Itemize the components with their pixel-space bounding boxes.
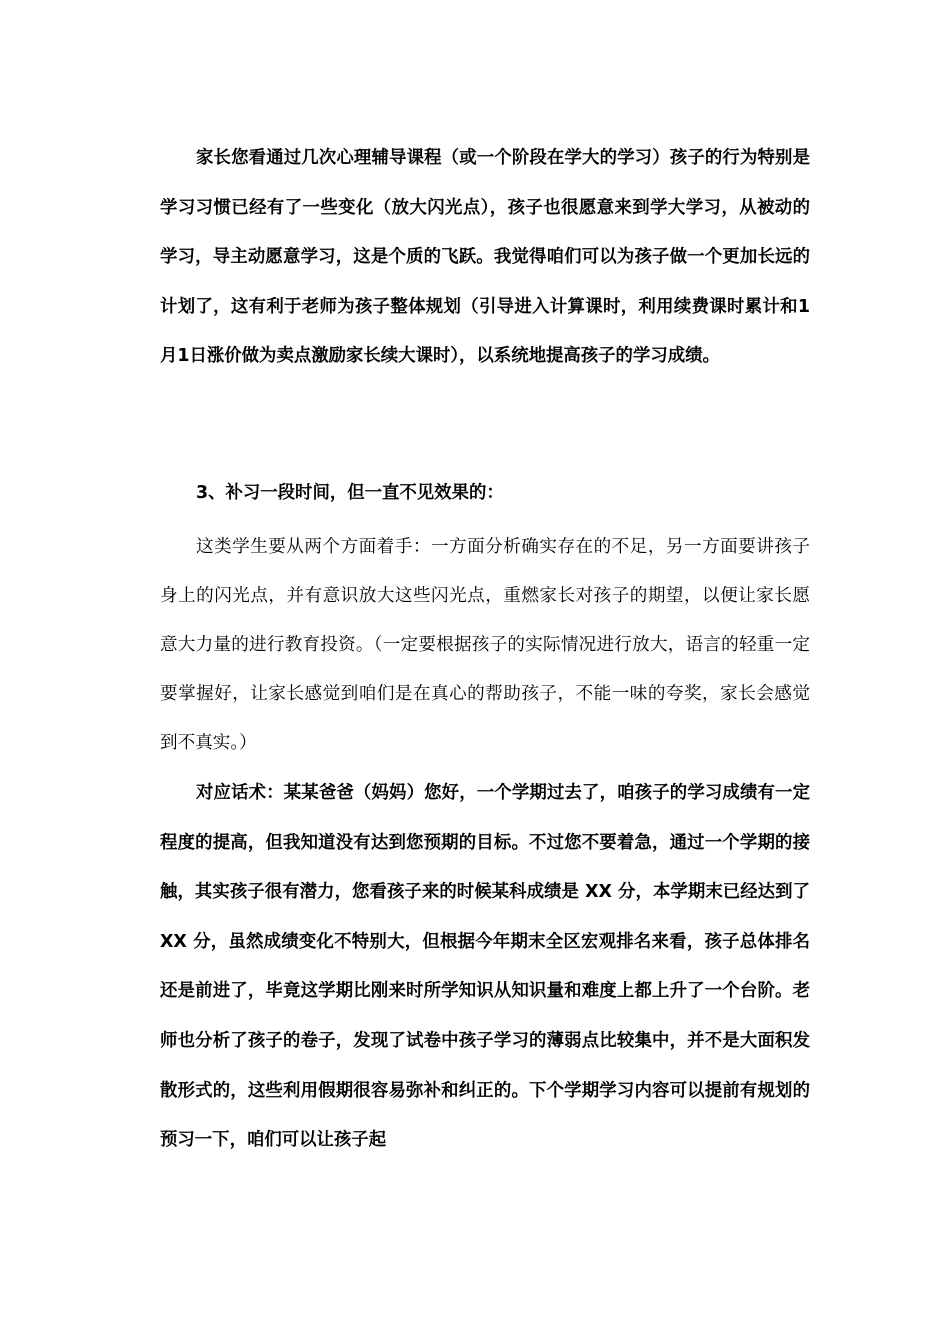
- paragraph-guidance: 这类学生要从两个方面着手：一方面分析确实存在的不足，另一方面要讲孩子身上的闪光点，并有意识放大这些闪光点，重燃家长对孩子的期望，以便让家长愿意大力量的进行教育投资。（一定要根据孩子的实际情况进行放大，语言的轻重一定要掌握好，让家长感觉到咱们是在真心的帮助孩子，不能一味的夸奖，家长会感觉到不真实。）: [160, 537, 810, 753]
- section-heading: 3、补习一段时间，但一直不见效果的：: [196, 483, 504, 503]
- paragraph-progress-plan: 家长您看通过几次心理辅导课程（或一个阶段在学大的学习）孩子的行为特别是学习习惯已经有了一些变化（放大闪光点），孩子也很愿意来到学大学习，从被动的学习，导主动愿意学习，这是个质的飞跃。我觉得咱们可以为孩子做一个更加长远的计划了，这有利于老师为孩子整体规划（引导进入计算课时，利用续费课时累计和1月1日涨价做为卖点激励家长续大课时），以系统地提高孩子的学习成绩。: [160, 148, 810, 367]
- paragraph-script: 对应话术：某某爸爸（妈妈）您好，一个学期过去了，咱孩子的学习成绩有一定程度的提高，但我知道没有达到您预期的目标。不过您不要着急，通过一个学期的接触，其实孩子很有潜力，您看孩子来的时候某科成绩是 XX 分，本学期末已经达到了 XX 分，虽然成绩变化不特别大，但根据今年期末全区宏观排名来看，孩子总体排名还是前进了，毕竟这学期比刚来时所学知识从知识量和难度上都上升了一个台阶。老师也分析了孩子的卷子，发现了试卷中孩子学习的薄弱点比较集中，并不是大面积发散形式的，这些利用假期很容易弥补和纠正的。下个学期学习内容可以提前有规划的预习一下，咱们可以让孩子起: [160, 783, 810, 1151]
